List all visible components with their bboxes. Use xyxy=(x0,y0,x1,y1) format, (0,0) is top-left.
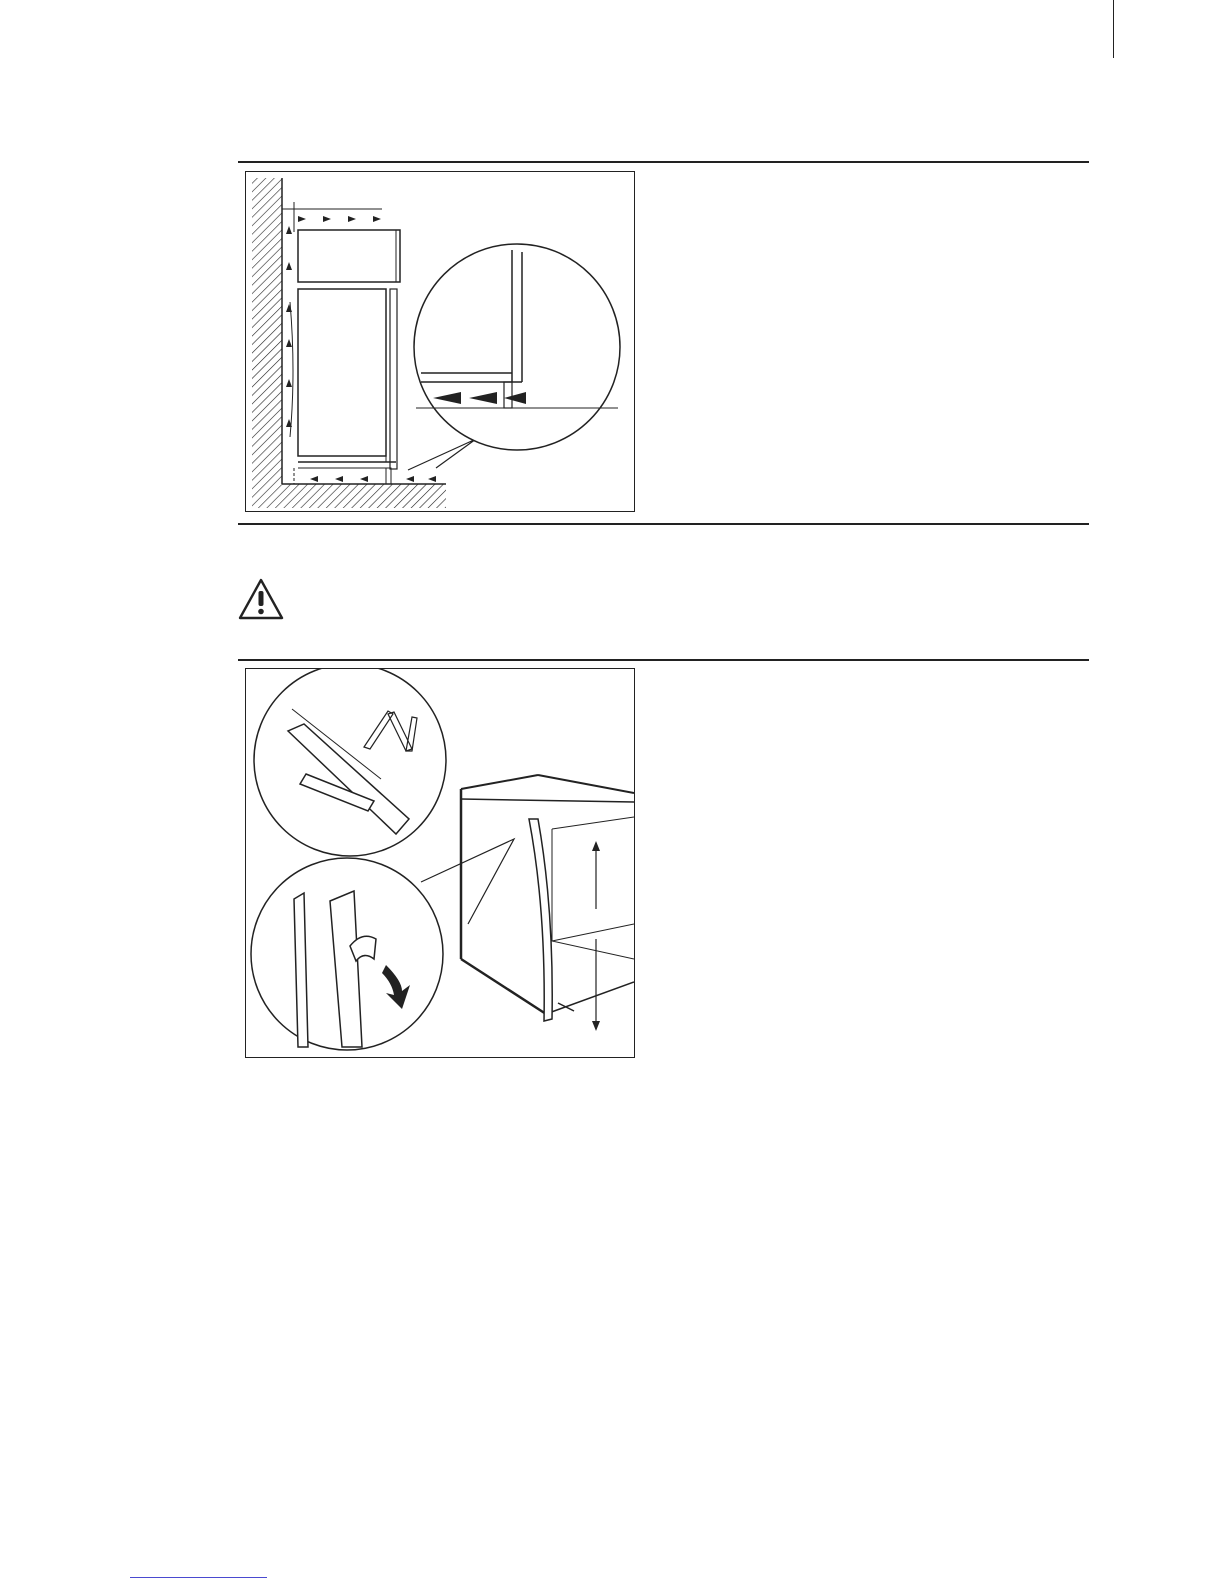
detail-zoom-circle xyxy=(414,244,620,450)
upper-cabinet xyxy=(298,230,400,282)
top-margin-line xyxy=(1113,0,1114,58)
section-divider-top xyxy=(238,161,1089,163)
appliance-body xyxy=(298,289,386,456)
section-divider-lower xyxy=(238,659,1089,661)
ventilation-installation-diagram xyxy=(245,171,635,512)
cutting-detail-circle xyxy=(254,669,446,856)
footer-link-underline xyxy=(130,1577,267,1578)
door-seal-fitting-diagram xyxy=(245,668,635,1058)
ventilation-diagram-svg xyxy=(246,172,634,511)
warning-triangle-icon xyxy=(238,577,284,623)
door-seal-strip xyxy=(529,819,552,1021)
airflow-arrows-top xyxy=(298,216,381,222)
cabinet-door xyxy=(390,289,397,469)
airflow-arrows-rear xyxy=(286,226,292,427)
door-seal-diagram-svg xyxy=(246,669,634,1057)
wall-hatching xyxy=(252,178,282,508)
airflow-arrows-bottom xyxy=(310,476,436,482)
section-divider-middle xyxy=(238,523,1089,525)
floor-hatching xyxy=(282,484,446,508)
